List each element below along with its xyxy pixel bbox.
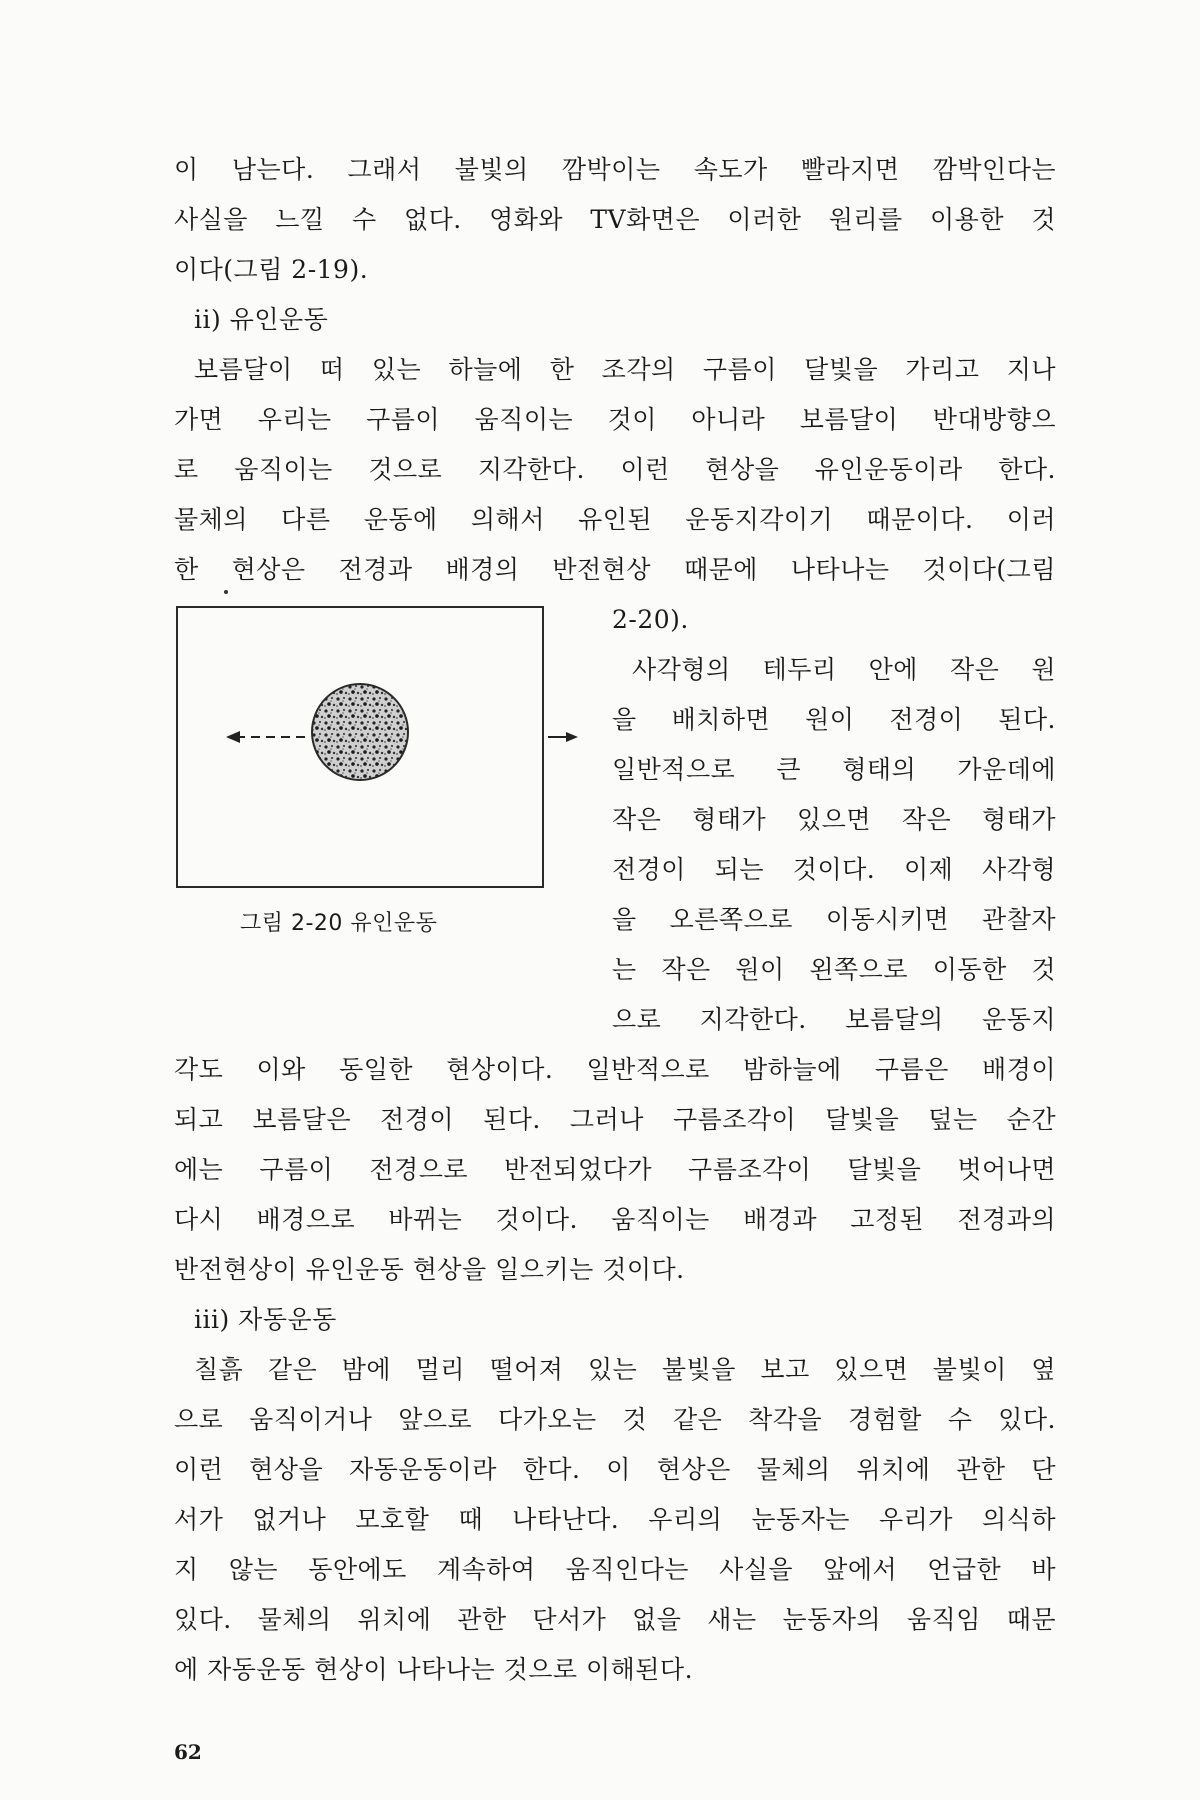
right-arrowhead <box>566 732 578 742</box>
text-line: 이다(그림 2-19). <box>174 255 369 284</box>
left-arrowhead <box>226 731 240 743</box>
text-line: 칠흙 같은 밤에 멀리 떨어져 있는 불빛을 보고 있으면 불빛이 옆 <box>194 1355 1056 1384</box>
text-line: 보름달이 떠 있는 하늘에 한 조각의 구름이 달빛을 가리고 지나 <box>194 355 1056 384</box>
text-line: 는 작은 원이 왼쪽으로 이동한 것 <box>612 955 1056 984</box>
small-circle <box>312 684 408 780</box>
text-line: 한 현상은 전경과 배경의 반전현상 때문에 나타나는 것이다(그림 <box>174 555 1056 584</box>
text-line: 물체의 다른 운동에 의해서 유인된 운동지각이기 때문이다. 이러 <box>174 505 1056 534</box>
text-line: 반전현상이 유인운동 현상을 일으키는 것이다. <box>174 1255 685 1284</box>
text-line: 으로 움직이거나 앞으로 다가오는 것 같은 착각을 경험할 수 있다. <box>174 1405 1056 1434</box>
text-line: 이런 현상을 자동운동이라 한다. 이 현상은 물체의 위치에 관한 단 <box>174 1455 1056 1484</box>
text-line: 을 오른쪽으로 이동시키면 관찰자 <box>612 905 1056 934</box>
text-line: 서가 없거나 모호할 때 나타난다. 우리의 눈동자는 우리가 의식하 <box>174 1505 1056 1534</box>
page-number: 62 <box>174 1740 202 1764</box>
text-line: 각도 이와 동일한 현상이다. 일반적으로 밤하늘에 구름은 배경이 <box>174 1055 1056 1084</box>
text-line: 에 자동운동 현상이 나타나는 것으로 이해된다. <box>174 1655 694 1684</box>
text-line: 2-20). <box>612 605 689 634</box>
text-line: 사각형의 테두리 안에 작은 원 <box>632 655 1056 684</box>
text-line: 이 남는다. 그래서 불빛의 깜박이는 속도가 빨라지면 깜박인다는 <box>174 155 1056 184</box>
text-line: 되고 보름달은 전경이 된다. 그러나 구름조각이 달빛을 덮는 순간 <box>174 1105 1056 1134</box>
scan-dot <box>224 590 228 594</box>
text-line: 작은 형태가 있으면 작은 형태가 <box>612 805 1056 834</box>
text-line: 로 움직이는 것으로 지각한다. 이런 현상을 유인운동이라 한다. <box>174 455 1056 484</box>
text-line: 있다. 물체의 위치에 관한 단서가 없을 새는 눈동자의 움직임 때문 <box>174 1605 1056 1634</box>
text-line: 다시 배경으로 바뀌는 것이다. 움직이는 배경과 고정된 전경과의 <box>174 1205 1056 1234</box>
text-line: 을 배치하면 원이 전경이 된다. <box>612 705 1056 734</box>
section-heading: ii) 유인운동 <box>194 305 329 334</box>
text-line: 으로 지각한다. 보름달의 운동지 <box>612 1005 1056 1034</box>
text-line: 전경이 되는 것이다. 이제 사각형 <box>612 855 1056 884</box>
section-heading: iii) 자동운동 <box>194 1305 337 1334</box>
text-line: 지 않는 동안에도 계속하여 움직인다는 사실을 앞에서 언급한 바 <box>174 1555 1056 1584</box>
text-line: 사실을 느낄 수 없다. 영화와 TV화면은 이러한 원리를 이용한 것 <box>174 205 1056 234</box>
text-line: 가면 우리는 구름이 움직이는 것이 아니라 보름달이 반대방향으 <box>174 405 1056 434</box>
text-line: 에는 구름이 전경으로 반전되었다가 구름조각이 달빛을 벗어나면 <box>174 1155 1056 1184</box>
text-line: 일반적으로 큰 형태의 가운데에 <box>612 755 1056 784</box>
figure-caption: 그림 2-20 유인운동 <box>240 911 438 936</box>
